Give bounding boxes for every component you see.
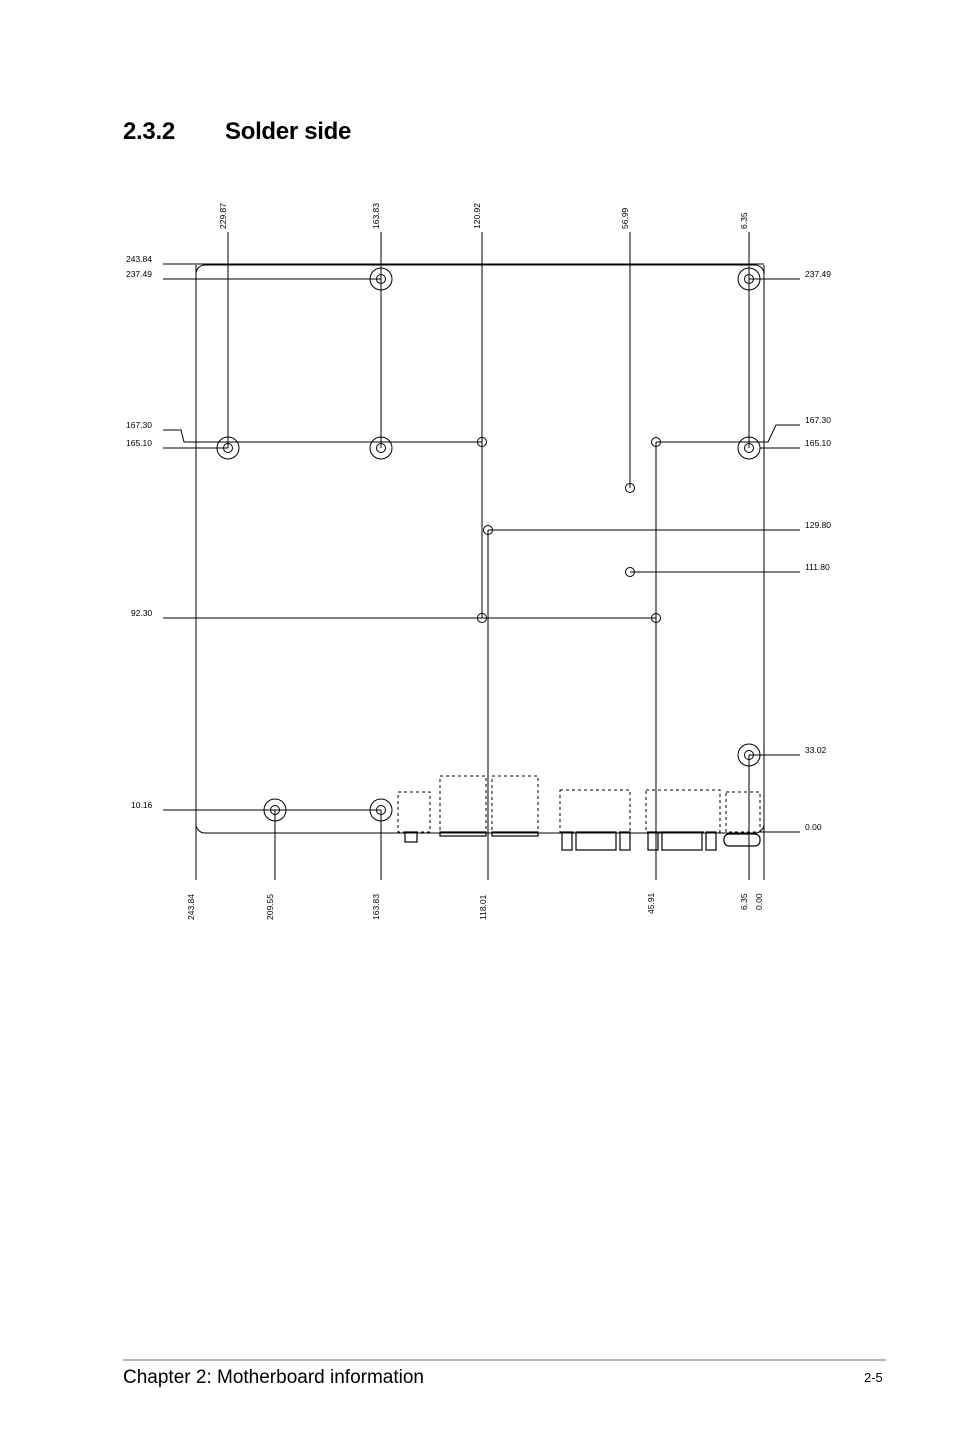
section-number: 2.3.2 — [123, 118, 175, 145]
footer-page-number: 2-5 — [864, 1370, 883, 1385]
top-label: 163.83 — [371, 203, 381, 229]
top-label: 56.99 — [620, 207, 630, 229]
left-label: 237.49 — [126, 269, 152, 279]
bottom-label: 6.35 — [739, 893, 749, 910]
bottom-label: 45.91 — [646, 892, 656, 914]
right-label: 237.49 — [805, 269, 831, 279]
footer-chapter: Chapter 2: Motherboard information — [123, 1367, 424, 1388]
right-label: 129.80 — [805, 520, 831, 530]
top-label: 6.35 — [739, 212, 749, 229]
right-label: 165.10 — [805, 438, 831, 448]
bottom-label: 163.83 — [371, 894, 381, 920]
bottom-label: 209.55 — [265, 894, 275, 920]
top-labels — [218, 203, 749, 229]
left-label: 92.30 — [131, 608, 153, 618]
top-label: 229.87 — [218, 203, 228, 229]
bottom-label: 0.00 — [754, 893, 764, 910]
left-labels — [126, 254, 153, 810]
right-labels — [805, 269, 831, 832]
right-label: 111.80 — [805, 562, 830, 572]
right-label: 0.00 — [805, 822, 822, 832]
left-label: 10.16 — [131, 800, 153, 810]
left-label: 167.30 — [126, 420, 152, 430]
section-title: Solder side — [225, 118, 352, 145]
bottom-label: 118.01 — [478, 894, 488, 920]
left-label: 165.10 — [126, 438, 152, 448]
rear-io-connectors — [398, 776, 760, 832]
board-outline — [196, 265, 764, 833]
bottom-label: 243.84 — [186, 894, 196, 920]
bottom-labels — [186, 892, 764, 920]
top-label: 120.92 — [472, 203, 482, 229]
right-label: 167.30 — [805, 415, 831, 425]
footer-rule — [123, 1359, 886, 1361]
left-label: 243.84 — [126, 254, 152, 264]
right-label: 33.02 — [805, 745, 827, 755]
